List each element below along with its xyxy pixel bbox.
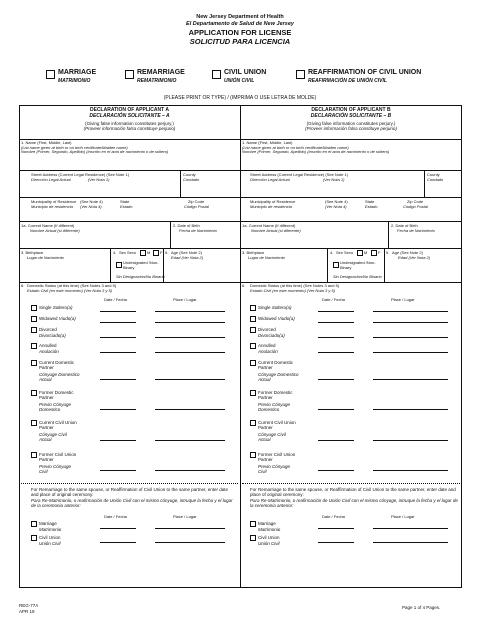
status-label: Divorced (39, 327, 57, 332)
b-name-field[interactable] (242, 141, 461, 155)
date-line[interactable] (318, 352, 354, 353)
applicant-a-title: DECLARATION OF APPLICANT A (90, 107, 169, 113)
date-column-header: Date / Fecha (322, 514, 345, 519)
dob-label: Date of Birth (395, 224, 418, 228)
birthplace-label: Birthplace (25, 251, 44, 255)
status-label-es: Previo Cónyuge Civil (258, 464, 291, 474)
date-line[interactable] (318, 470, 354, 471)
marriage-label: MARRIAGE (58, 69, 97, 76)
a-sex-f-checkbox[interactable] (153, 250, 159, 256)
form-id: REG-77A (19, 603, 39, 608)
b-single-checkbox[interactable] (250, 305, 256, 311)
street-label-es: Dirección Legal Actual (250, 176, 290, 182)
divider (19, 170, 462, 171)
age-label-es: Edad (Ver Nota 2) (171, 255, 204, 260)
a-county-field[interactable] (183, 173, 238, 182)
date-line[interactable] (318, 311, 354, 312)
divider (19, 139, 462, 140)
place-line[interactable] (373, 379, 448, 380)
date-line[interactable] (100, 311, 136, 312)
field-number: 1. (242, 141, 246, 145)
date-line[interactable] (100, 528, 136, 529)
reaffirmation-label-es: REAFIRMACIÓN DE UNIÓN CIVIL (308, 78, 387, 84)
status-label: Current Domestic Partner (39, 360, 75, 370)
street-note-es: (Ver Nota 1) (322, 176, 345, 182)
field-number: 5. (386, 250, 390, 255)
page-number: Page 1 of 4 Pages. (402, 605, 441, 610)
date-line[interactable] (318, 542, 354, 543)
column-divider (240, 105, 241, 588)
place-line[interactable] (373, 440, 448, 441)
a-annulled-checkbox[interactable] (31, 343, 37, 349)
date-column-header: Date / Fecha (104, 514, 127, 519)
date-line[interactable] (100, 322, 136, 323)
b-annulled-checkbox[interactable] (250, 343, 256, 349)
current-name-label-es: Nombre Actual (si diferente) (251, 227, 301, 233)
state-label-es: Estado (120, 204, 133, 209)
status-label-es: Anulación (39, 349, 59, 354)
place-line[interactable] (155, 311, 225, 312)
remarriage-label-es: REMATRIMONIO (137, 78, 177, 84)
place-column-header: Place / Lugar (391, 514, 415, 519)
ceremony-label: Marriage (258, 521, 276, 526)
a-sex-m-checkbox[interactable] (140, 250, 146, 256)
place-column-header: Place / Lugar (173, 514, 197, 519)
b-ceremony-civil-checkbox[interactable] (250, 535, 256, 541)
sex-f-label: F (160, 250, 163, 255)
divider (388, 221, 389, 248)
status-label: Annulled (258, 343, 276, 348)
county-label-es: Condado (183, 176, 200, 182)
b-sex-f-checkbox[interactable] (371, 250, 377, 256)
date-line[interactable] (100, 542, 136, 543)
status-label-es: Viudo(a) (58, 316, 76, 321)
sex-label: Sex Sexo (119, 250, 137, 255)
status-label-es: Cónyuge Domestico Actual (258, 372, 299, 382)
current-name-label-es: Nombre Actual (si diferente) (30, 227, 80, 233)
field-number: 4. (330, 250, 334, 255)
place-line[interactable] (373, 409, 448, 410)
birthplace-label: Birthplace (246, 251, 265, 255)
place-line[interactable] (373, 322, 448, 323)
a-ceremony-marriage-checkbox[interactable] (31, 521, 37, 527)
b-former-civil-checkbox[interactable] (250, 452, 256, 458)
sex-m-label: M (147, 250, 151, 255)
status-label: Current Civil Union Partner (258, 420, 296, 430)
status-label-es: Cónyuge Civil Actual (39, 432, 67, 442)
a-dob-field[interactable] (173, 224, 239, 233)
a-widowed-checkbox[interactable] (31, 316, 37, 322)
b-dob-field[interactable] (391, 224, 461, 233)
a-street-field[interactable] (31, 173, 181, 182)
field-number: 1a. (242, 224, 248, 228)
date-column-header: Date / Fecha (104, 297, 127, 302)
a-former-domestic-checkbox[interactable] (31, 390, 37, 396)
b-widowed-checkbox[interactable] (250, 316, 256, 322)
status-label: Divorced (258, 327, 276, 332)
status-label-es: Cónyuge Domestico Actual (39, 372, 80, 382)
status-label: Former Domestic Partner (258, 390, 293, 400)
date-line[interactable] (100, 470, 136, 471)
divider (384, 248, 385, 282)
b-divorced-checkbox[interactable] (250, 327, 256, 333)
field-number: 2. (173, 224, 177, 228)
name-label-es: Nombre (Primer, Segundo, Apellido) (Inscrito en el acta de nacimiento o de soltero) (21, 149, 169, 155)
ceremony-label: Marriage (39, 521, 57, 526)
status-label-es: Divorciado(a) (39, 333, 66, 338)
domestic-status-label-es: Estado Civil (en este momento) (Ver Nota 3 y 5) (27, 288, 112, 293)
b-current-civil-checkbox[interactable] (250, 420, 256, 426)
civil-union-label-es: UNIÓN CIVIL (224, 78, 255, 84)
applicant-a-warning: (Giving false information constitutes perjury.) (85, 121, 174, 126)
age-label: Age (See Note 2) (171, 250, 202, 255)
name-label: Name (First, Middle, Last) (246, 141, 293, 145)
a-single-checkbox[interactable] (31, 305, 37, 311)
street-note-es: (Ver Nota 1) (87, 176, 110, 182)
field-number: 3. (242, 251, 246, 255)
status-label: Widowed (258, 316, 277, 321)
remarriage-checkbox[interactable] (125, 70, 134, 79)
status-label-es: Previo Cónyuge Domestico (39, 402, 72, 412)
zip-label: Zip Code (188, 200, 205, 204)
status-label: Single (39, 305, 52, 310)
date-column-header: Date / Fecha (322, 297, 345, 302)
status-label-es: Soltero(a) (271, 305, 292, 310)
a-divorced-checkbox[interactable] (31, 327, 37, 333)
marriage-checkbox[interactable] (46, 70, 55, 79)
a-municipality-field[interactable] (31, 200, 239, 214)
place-line[interactable] (155, 440, 225, 441)
status-label-es: Anulación (258, 349, 278, 354)
marriage-label-es: MATRIMONIO (58, 78, 91, 84)
muni-note: (See Note 4) (80, 200, 103, 204)
place-line[interactable] (373, 470, 448, 471)
a-name-field[interactable] (21, 141, 239, 155)
place-line[interactable] (155, 528, 225, 529)
zip-label-es: Código Postal (184, 204, 209, 209)
date-line[interactable] (100, 379, 136, 380)
state-label-es: Estado (365, 204, 378, 209)
sex-label: Sex Sexo (336, 250, 354, 255)
ceremony-label-es: Matrimonio (39, 527, 62, 532)
status-label: Annulled (39, 343, 57, 348)
ceremony-label-es: Unión Civil (39, 541, 61, 546)
sex-m-label: M (364, 250, 368, 255)
b-sex-m-checkbox[interactable] (357, 250, 363, 256)
muni-label-es: Municipio de residencia (250, 204, 292, 209)
status-label-es: Divorciado(a) (258, 333, 285, 338)
status-label: Single (258, 305, 271, 310)
muni-note-es: (Ver Nota 4) (325, 204, 347, 209)
date-line[interactable] (100, 337, 136, 338)
undesignated-label-es: Sin Designación/No Binario (333, 274, 382, 279)
date-line[interactable] (318, 322, 354, 323)
agency-name: New Jersey Department of Health (196, 14, 284, 20)
date-line[interactable] (318, 440, 354, 441)
applicant-b-warning: (Giving false information constitutes perjury.) (306, 121, 396, 126)
name-note: (List name given at birth or on birth certificate/Maiden name) (242, 144, 349, 150)
muni-label-es: Municipio de residencia (31, 204, 73, 209)
state-label: State (365, 200, 375, 204)
b-current-domestic-checkbox[interactable] (250, 360, 256, 366)
zip-label: Zip Code (407, 200, 424, 204)
status-label: Former Domestic Partner (39, 390, 74, 400)
b-current-name-field[interactable] (242, 224, 387, 233)
place-line[interactable] (373, 542, 448, 543)
current-name-label: Current Name (If different) (27, 224, 75, 228)
divider (110, 248, 111, 282)
reaffirmation-label: REAFFIRMATION OF CIVIL UNION (308, 69, 422, 76)
a-current-domestic-checkbox[interactable] (31, 360, 37, 366)
undesignated-label-es: Sin Designación/No Binario (116, 274, 165, 279)
date-line[interactable] (100, 409, 136, 410)
form-title: APPLICATION FOR LICENSE (188, 28, 292, 37)
divider (327, 248, 328, 282)
date-line[interactable] (318, 337, 354, 338)
place-line[interactable] (155, 409, 225, 410)
form-revision: APR 19 (19, 609, 35, 614)
status-label-es: Soltero(a) (52, 305, 73, 310)
field-number: 6. (21, 283, 25, 288)
name-label: Name (First, Middle, Last) (25, 141, 72, 145)
b-street-field[interactable] (250, 173, 425, 182)
place-line[interactable] (155, 322, 225, 323)
divider (424, 170, 425, 197)
agency-name-es: El Departamento de Salud de New Jersey (186, 21, 294, 27)
dob-label-es: Fecha de Nacimiento (397, 227, 435, 233)
place-line[interactable] (155, 470, 225, 471)
b-municipality-field[interactable] (250, 200, 461, 214)
place-column-header: Place / Lugar (173, 297, 197, 302)
b-former-domestic-checkbox[interactable] (250, 390, 256, 396)
b-birthplace-field[interactable] (242, 251, 326, 260)
field-number: 3. (21, 251, 25, 255)
status-label-es: Viudo(a) (277, 316, 295, 321)
status-label: Former Civil Union Partner (39, 452, 77, 462)
place-line[interactable] (155, 337, 225, 338)
status-label-es: Previo Cónyuge Civil (39, 464, 72, 474)
print-instruction: (PLEASE PRINT OR TYPE) / (IMPRIMA O USE LETRA DE MOLDE) (163, 95, 317, 101)
status-label: Current Civil Union Partner (39, 420, 77, 430)
zip-label-es: Código Postal (403, 204, 428, 209)
a-birthplace-field[interactable] (21, 251, 111, 260)
county-label: County (183, 173, 196, 177)
muni-label: Municipality of Residence (31, 200, 77, 204)
a-reaffirm-instruction: For Remarriage to the same spouse, or Reaffirmation of Civil Union to the same partner, enter date and place of original ceremony: (31, 487, 229, 497)
age-label: Age (See Note 2) (392, 250, 423, 255)
date-line[interactable] (318, 379, 354, 380)
ceremony-label: Civil Union (39, 535, 61, 540)
field-number: 6. (242, 283, 246, 288)
place-line[interactable] (373, 352, 448, 353)
applicant-a-title-es: DECLARACIÓN SOLICITANTE – A (89, 113, 170, 119)
place-column-header: Place / Lugar (391, 297, 415, 302)
birthplace-label-es: Lugar de Nacimiento (27, 254, 64, 260)
civil-union-checkbox[interactable] (212, 70, 221, 79)
state-label: State (120, 200, 130, 204)
b-undesignated-checkbox[interactable] (333, 262, 339, 268)
field-number: 1. (21, 141, 25, 145)
place-line[interactable] (155, 352, 225, 353)
a-current-name-field[interactable] (21, 224, 171, 233)
domestic-status-label-es: Estado Civil (en este momento) (Ver Nota 3 y 5) (250, 288, 335, 293)
date-line[interactable] (100, 440, 136, 441)
dob-label-es: Fecha de Nacimiento (179, 227, 217, 233)
field-number: 1a. (21, 224, 27, 228)
divider (180, 170, 181, 197)
dotted-separator (21, 483, 238, 484)
undesignated-label: Undesignated /Non-Binary (123, 260, 159, 270)
place-line[interactable] (155, 379, 225, 380)
date-line[interactable] (318, 528, 354, 529)
applicant-b-title-es: DECLARACIÓN SOLICITANTE – B (310, 113, 392, 119)
domestic-status-label: Domestic Status (at this time) (See Notes 3 and 5) (250, 283, 340, 288)
ceremony-label: Civil Union (258, 535, 280, 540)
status-label-es: Previo Cónyuge Domestico (258, 402, 291, 412)
sex-f-label: F (378, 250, 381, 255)
county-label: County (427, 173, 440, 177)
place-line[interactable] (155, 542, 225, 543)
divider (170, 221, 171, 248)
divider (19, 221, 462, 222)
name-label-es: Nombre (Primer, Segundo, Apellido) (Inscrito en el acta de nacimiento o de soltero) (242, 149, 390, 155)
a-reaffirm-instruction-es: Para Re-Matrimonio, o reafirmación de Unión Civil con el mismo cónyuge, intruque la fecha y el lugar de la ceremonia anterior: (31, 498, 233, 508)
domestic-status-label: Domestic Status (at this time) (See Notes 3 and 5) (27, 283, 117, 288)
b-reaffirm-instruction-es: Para Re-Matrimonio, o reafirmación de Unión Civil con el mismo cónyuge, intruque la fecha y el lugar de la ceremonia anterior: (250, 498, 458, 508)
field-number: 5. (165, 250, 169, 255)
dob-label: Date of Birth (177, 224, 200, 228)
b-reaffirm-instruction: For Remarriage to the same spouse, or Reaffirmation of Civil Union to the same partner, enter date and place of original ceremony: (250, 487, 456, 497)
date-line[interactable] (318, 409, 354, 410)
a-undesignated-checkbox[interactable] (116, 262, 122, 268)
muni-note: (See Note 4) (325, 200, 348, 204)
b-ceremony-marriage-checkbox[interactable] (250, 521, 256, 527)
a-ceremony-civil-checkbox[interactable] (31, 535, 37, 541)
field-number: 4. (113, 250, 117, 255)
birthplace-label-es: Lugar de Nacimiento (248, 254, 285, 260)
street-label-es: Dirección Legal Actual (31, 176, 71, 182)
age-label-es: Edad (Ver Nota 2) (398, 255, 431, 260)
status-label: Widowed (39, 316, 58, 321)
divider (19, 248, 462, 249)
b-county-field[interactable] (427, 173, 461, 182)
applicant-a-warning-es: (Proveer información falsa constituye perjurio) (83, 126, 176, 131)
name-note: (List name given at birth or on birth certificate/Maiden name) (21, 144, 128, 150)
civil-union-label: CIVIL UNION (224, 69, 267, 76)
ceremony-label-es: Unión Civil (258, 541, 280, 546)
undesignated-label: Undesignated /Non-Binary (340, 260, 376, 270)
street-label: Street Address (Current Legal Residence) (See Note 1) (31, 173, 130, 177)
status-label: Current Domestic Partner (258, 360, 294, 370)
a-current-civil-checkbox[interactable] (31, 420, 37, 426)
place-line[interactable] (373, 528, 448, 529)
remarriage-label: REMARRIAGE (137, 69, 185, 76)
muni-note-es: (Ver Nota 4) (80, 204, 102, 209)
a-former-civil-checkbox[interactable] (31, 452, 37, 458)
divider (19, 197, 462, 198)
place-line[interactable] (373, 311, 448, 312)
place-line[interactable] (373, 337, 448, 338)
applicant-b-title: DECLARATION OF APPLICANT B (311, 107, 391, 113)
applicant-b-warning-es: (Proveer información falsa constituye perjurio) (305, 126, 397, 131)
divider (163, 248, 164, 282)
ceremony-label-es: Matrimonio (258, 527, 281, 532)
date-line[interactable] (100, 352, 136, 353)
reaffirmation-checkbox[interactable] (296, 70, 305, 79)
form-title-es: SOLICITUD PARA LICENCIA (189, 37, 291, 46)
dotted-separator (242, 483, 460, 484)
muni-label: Municipality of Residence (250, 200, 296, 204)
county-label-es: Condado (427, 176, 444, 182)
field-number: 2. (391, 224, 395, 228)
current-name-label: Current Name (If different) (248, 224, 296, 228)
status-label-es: Cónyuge Civil Actual (258, 432, 286, 442)
status-label: Former Civil Union Partner (258, 452, 296, 462)
street-label: Street Address (Current Legal Residence) (See Note 1) (250, 173, 349, 177)
